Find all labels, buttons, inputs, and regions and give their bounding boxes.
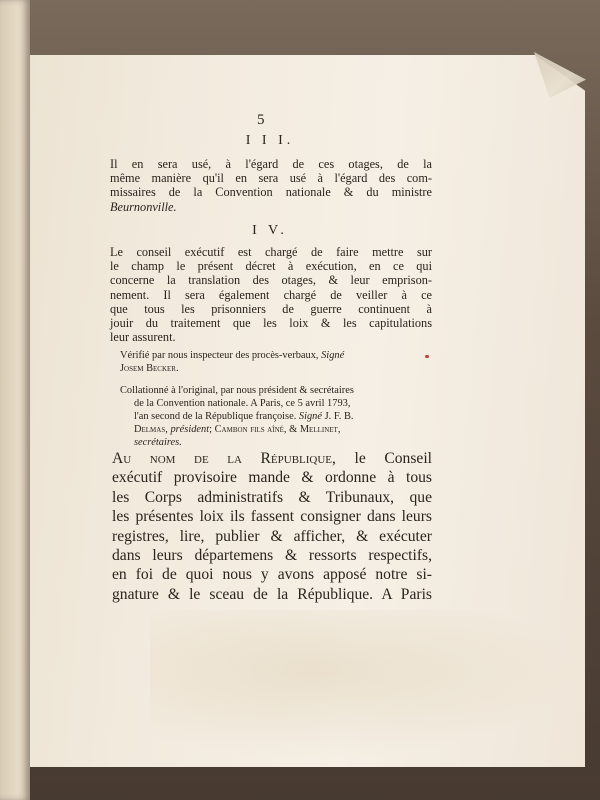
collation-line: de la Convention nationale. A Paris, ce 5 avril 1793, [134,398,351,409]
edict-text [112,449,432,604]
text-line: registres, lire, publier & afficher, & exécuter [112,527,432,545]
verification-note [120,349,440,375]
article-4-text [110,245,432,344]
text-line: même manière qu'il en sera usé à l'égard des com- [110,171,432,186]
text-line: jouir du traitement que les loix & les capitulations [110,316,432,331]
text-line: en foi de quoi nous y avons apposé notre si- [112,566,432,584]
article-3-text [110,157,432,214]
collation-line: l'an second de la République françoise. Signé J. F. B. [134,411,354,422]
text-line: les Corps administratifs & Tribunaux, que [112,488,432,506]
verification-text: Vérifié par nous inspecteur des procès-verbaux, [120,350,319,361]
text-line: exécutif provisoire mande & ordonne à tous [112,469,432,487]
text-line: que tous les prisonniers de guerre continuent à [110,301,432,316]
article-heading-3: I I I. [245,133,295,148]
text-line: nement. Il sera également chargé de veiller à ce [110,287,432,302]
signatory-role: président [170,424,210,435]
facing-page-edge [0,0,30,800]
text-line: gnature & le sceau de la République. A Paris [112,585,432,603]
text-line: Au nom de la République, le Conseil [112,450,432,467]
signatory-name: Cambon fils aîné [214,424,284,435]
text-line: les présentes loix ils fassent consigner dans leurs [112,508,432,526]
text-line [110,200,432,214]
text-line: concerne la translation des otages, & leur emprison- [110,273,432,288]
ink-mark [425,355,429,358]
text-line: missaires de la Convention nationale & du ministre [110,185,432,200]
signe-label: Signé [321,350,345,361]
text-line: dans leurs départemens & ressorts respectifs, [112,547,432,565]
paper-stain [150,610,570,760]
signatory-name: Mellinet [299,424,338,435]
text-line: le champ le présent décret à exécution, en ce qui [110,259,432,274]
text-line: leur assurent. [110,330,176,345]
edict-opening: Au nom de la République [112,450,333,467]
collation-note [120,384,440,449]
inspector-name: Josem Becker. [120,363,179,374]
collation-line: Collationné à l'original, par nous président & secrétaires [120,385,354,396]
minister-name: Beurnonville. [110,199,177,214]
signatory-role: secrétaires. [134,437,182,448]
page-number: 5 [257,112,266,128]
signatory-name: Delmas [134,424,166,435]
text-line: Il en sera usé, à l'égard de ces otages, de la [110,157,432,171]
text-line: Le conseil exécutif est chargé de faire mettre sur [110,245,432,259]
article-heading-4: I V. [252,223,288,238]
collation-signatories: Delmas, président; Cambon fils aîné, & Mellinet, [134,424,341,435]
